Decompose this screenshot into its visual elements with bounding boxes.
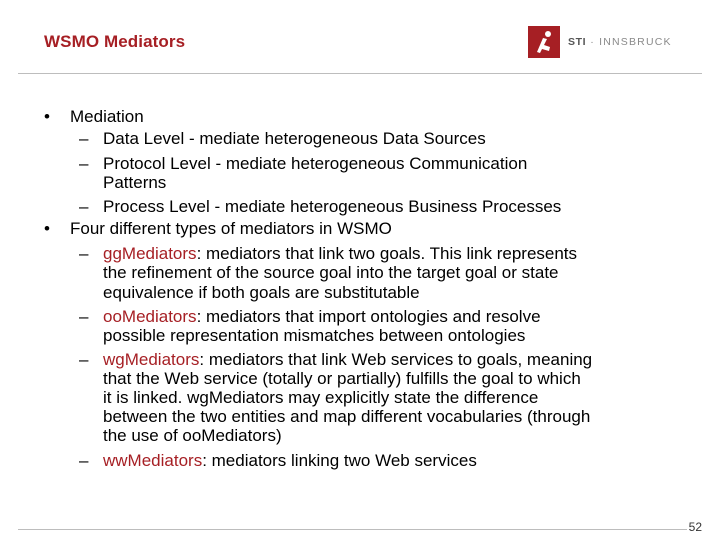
oomediators-line-2: possible representation mismatches between ontologies (103, 326, 526, 345)
page-number: 52 (688, 520, 702, 534)
sub-bullet-ggmediators: – ggMediators: mediators that link two goals. This link represents (79, 244, 578, 263)
sub-bullet-oomediators: – ooMediators: mediators that import ontologies and resolve (79, 307, 541, 326)
ggmediators-line-3: equivalence if both goals are substitutable (103, 283, 420, 302)
term-oomediators: ooMediators (103, 307, 197, 326)
ggmediators-line-2: the refinement of the source goal into the target goal or state (103, 263, 559, 282)
wgmediators-line-3: it is linked. wgMediators may explicitly state the difference (103, 388, 539, 407)
slide-title: WSMO Mediators (44, 32, 186, 51)
bullet-mediation: • Mediation (44, 107, 144, 126)
sub-bullet-wgmediators: – wgMediators: mediators that link Web services to goals, meaning (79, 350, 593, 369)
bullet-four-types: • Four different types of mediators in WSMO (44, 219, 392, 238)
term-wgmediators: wgMediators (103, 350, 200, 369)
logo-sti: STI (568, 36, 587, 48)
wgmediators-line-2: that the Web service (totally or partially) fulfills the goal to which (103, 369, 581, 388)
logo-innsbruck: INNSBRUCK (599, 36, 672, 48)
logo-separator: · (586, 36, 600, 48)
sub-bullet-data-level: – Data Level - mediate heterogeneous Data Sources (79, 129, 486, 148)
footer-divider (18, 529, 702, 530)
sti-innsbruck-logo (528, 26, 672, 58)
sti-logo-icon (528, 26, 560, 58)
sub-bullet-protocol-level: – Protocol Level - mediate heterogeneous Communication (79, 154, 528, 173)
wgmediators-line-4: between the two entities and map different vocabularies (through (103, 407, 591, 426)
term-ggmediators: ggMediators (103, 244, 197, 263)
term-wwmediators: wwMediators (103, 451, 203, 470)
sub-bullet-process-level: – Process Level - mediate heterogeneous Business Processes (79, 197, 562, 216)
logo-text (568, 36, 672, 48)
sub-bullet-protocol-level-cont: Patterns (103, 173, 167, 192)
header-divider (18, 73, 702, 74)
wgmediators-line-5: the use of ooMediators) (103, 426, 282, 445)
sub-bullet-wwmediators: – wwMediators: mediators linking two Web services (79, 451, 477, 470)
